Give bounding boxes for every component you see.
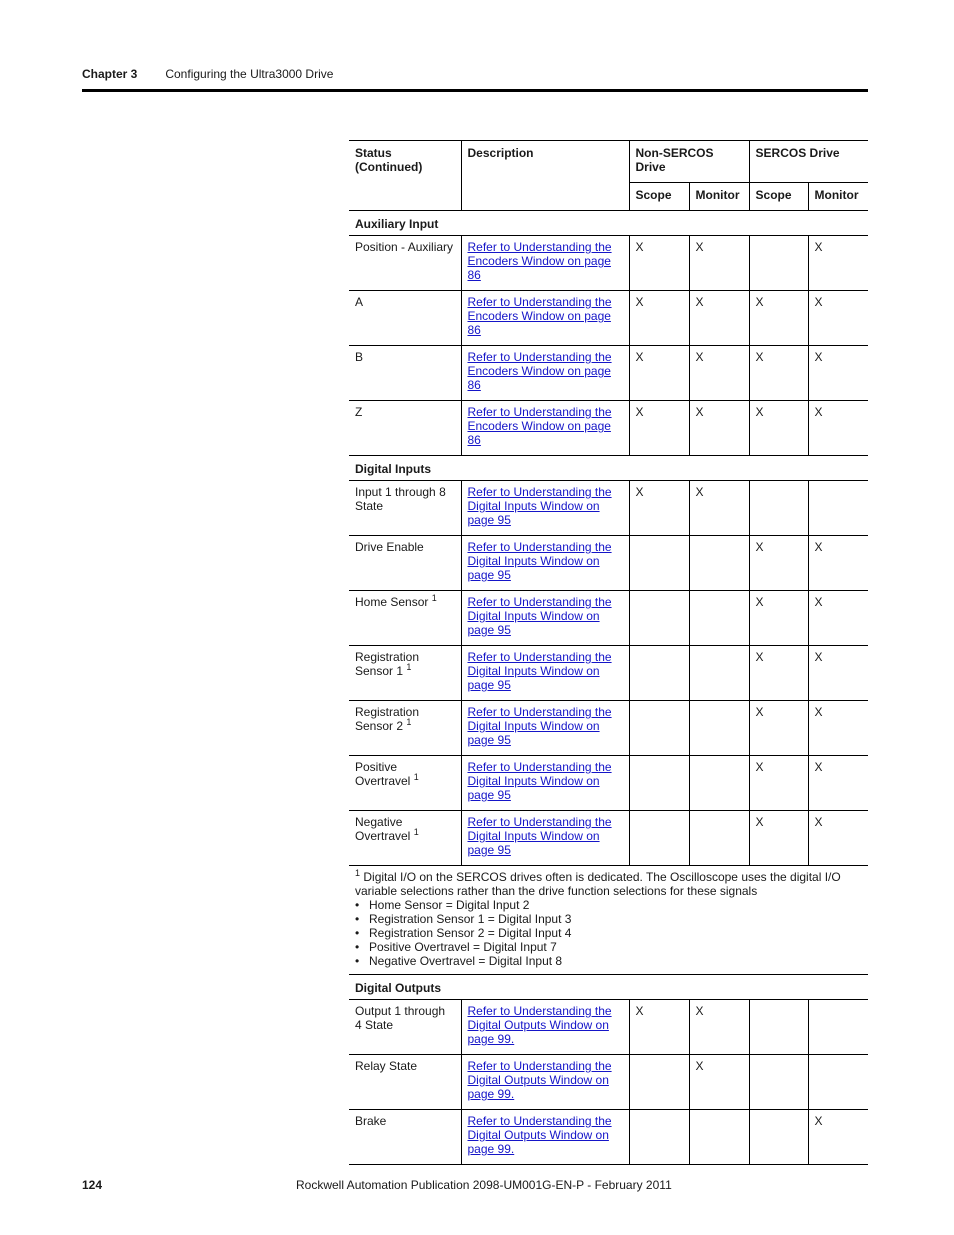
mark-ns-monitor [689,591,749,646]
status-cell [349,756,461,811]
mark-s-monitor: X [808,701,868,756]
chapter-title: Configuring the Ultra3000 Drive [165,67,334,81]
mark-ns-monitor: X [689,1055,749,1110]
status-label: Home Sensor [355,595,429,609]
col-s-monitor-header: Monitor [808,183,868,211]
section-row [349,456,868,481]
mark-s-monitor [808,1055,868,1110]
table-row [349,591,868,646]
mark-s-scope: X [749,536,808,591]
mark-ns-monitor: X [689,1000,749,1055]
table-row [349,1000,868,1055]
status-label: Registration Sensor 1 [355,650,420,678]
mark-ns-scope [629,756,689,811]
status-label: Position - Auxiliary [355,240,454,254]
status-label: Output 1 through 4 State [355,1004,446,1032]
cross-reference-link[interactable]: Refer to Understanding the Digital Inputs Window on page 95 [467,705,612,747]
status-cell [349,236,461,291]
mark-ns-monitor: X [689,401,749,456]
mark-ns-monitor [689,646,749,701]
status-cell [349,646,461,701]
section-title: Digital Outputs [349,975,868,1000]
status-label: Brake [355,1114,387,1128]
cross-reference-link[interactable]: Refer to Understanding the Encoders Window on page 86 [467,240,612,282]
footnote-marker: 1 [406,717,412,727]
description-cell [461,236,629,291]
section-title: Digital Inputs [349,456,868,481]
mark-ns-scope: X [629,401,689,456]
status-cell [349,701,461,756]
mark-ns-scope: X [629,346,689,401]
description-cell [461,401,629,456]
table-row [349,646,868,701]
mark-s-monitor: X [808,346,868,401]
status-cell [349,401,461,456]
footnote [349,866,868,975]
mark-ns-monitor [689,756,749,811]
mark-ns-scope [629,811,689,866]
footnote-marker: 1 [355,868,361,878]
mark-s-scope: X [749,591,808,646]
table-row [349,536,868,591]
table-row [349,701,868,756]
mark-ns-monitor: X [689,346,749,401]
section-row [349,211,868,236]
mark-s-scope [749,1110,808,1165]
status-cell [349,536,461,591]
description-cell [461,1000,629,1055]
table-row [349,1110,868,1165]
mark-s-monitor: X [808,811,868,866]
mark-s-scope: X [749,646,808,701]
table-row [349,1055,868,1110]
mark-ns-scope [629,701,689,756]
mark-ns-monitor: X [689,236,749,291]
mark-s-monitor [808,1000,868,1055]
col-sercos-header: SERCOS Drive [749,141,868,183]
mark-ns-scope [629,1110,689,1165]
footnote-list-item: • Home Sensor = Digital Input 2 [355,898,862,912]
status-label: Z [355,405,363,419]
status-label: Drive Enable [355,540,424,554]
mark-s-monitor [808,481,868,536]
header-rule [82,89,868,92]
table-row [349,291,868,346]
chapter-label: Chapter 3 [82,67,138,81]
status-cell [349,1055,461,1110]
page-number: 124 [82,1178,103,1192]
status-cell [349,481,461,536]
mark-s-scope: X [749,401,808,456]
mark-ns-monitor [689,811,749,866]
mark-ns-monitor [689,701,749,756]
mark-ns-scope [629,1055,689,1110]
description-cell [461,346,629,401]
status-cell [349,811,461,866]
description-cell [461,291,629,346]
footnote-marker: 1 [406,662,412,672]
cross-reference-link[interactable]: Refer to Understanding the Digital Outputs Window on page 99. [467,1059,612,1101]
footnote-text: Digital I/O on the SERCOS drives often is dedicated. The Oscilloscope uses the digital I/O variable selections rather than the drive function selections for these signals [355,870,841,898]
mark-s-monitor: X [808,591,868,646]
description-cell [461,536,629,591]
col-status-header: Status (Continued) [349,141,461,211]
status-cell [349,591,461,646]
mark-s-monitor: X [808,401,868,456]
description-cell [461,811,629,866]
mark-ns-scope: X [629,291,689,346]
table-row [349,481,868,536]
mark-s-scope: X [749,701,808,756]
footnote-list-item: • Negative Overtravel = Digital Input 8 [355,954,862,968]
mark-ns-scope [629,591,689,646]
status-label: A [355,295,364,309]
table-row [349,401,868,456]
mark-s-scope [749,236,808,291]
cross-reference-link[interactable]: Refer to Understanding the Encoders Window on page 86 [467,405,612,447]
mark-s-scope: X [749,346,808,401]
mark-s-monitor: X [808,536,868,591]
table-row [349,236,868,291]
footnote-list-item: • Positive Overtravel = Digital Input 7 [355,940,862,954]
mark-ns-scope [629,646,689,701]
status-label: Relay State [355,1059,418,1073]
cross-reference-link[interactable]: Refer to Understanding the Encoders Window on page 86 [467,295,612,337]
cross-reference-link[interactable]: Refer to Understanding the Digital Inputs Window on page 95 [467,485,612,527]
status-label: B [355,350,364,364]
mark-ns-scope: X [629,481,689,536]
status-label: Negative Overtravel [355,815,411,843]
footnote-marker: 1 [413,827,419,837]
mark-ns-scope [629,536,689,591]
mark-ns-scope: X [629,1000,689,1055]
status-label: Positive Overtravel [355,760,411,788]
status-cell [349,1000,461,1055]
cross-reference-link[interactable]: Refer to Understanding the Digital Inputs Window on page 95 [467,815,612,857]
status-cell [349,291,461,346]
mark-s-monitor: X [808,236,868,291]
status-label: Registration Sensor 2 [355,705,420,733]
col-description-header: Description [461,141,629,211]
cross-reference-link[interactable]: Refer to Understanding the Digital Outputs Window on page 99. [467,1114,612,1156]
publication-info: Rockwell Automation Publication 2098-UM001G-EN-P - February 2011 [296,1178,672,1192]
mark-s-monitor: X [808,291,868,346]
cross-reference-link[interactable]: Refer to Understanding the Digital Outputs Window on page 99. [467,1004,612,1046]
mark-s-scope: X [749,291,808,346]
footnote-marker: 1 [413,772,419,782]
col-ns-scope-header: Scope [629,183,689,211]
mark-s-scope [749,1055,808,1110]
description-cell [461,756,629,811]
col-non-sercos-header: Non-SERCOS Drive [629,141,749,183]
status-label: Input 1 through 8 State [355,485,446,513]
col-ns-monitor-header: Monitor [689,183,749,211]
cross-reference-link[interactable]: Refer to Understanding the Digital Inputs Window on page 95 [467,595,612,637]
section-row [349,975,868,1000]
status-cell [349,1110,461,1165]
footnote-list-item: • Registration Sensor 1 = Digital Input 3 [355,912,862,926]
section-title: Auxiliary Input [349,211,868,236]
mark-s-monitor: X [808,646,868,701]
cross-reference-link[interactable]: Refer to Understanding the Encoders Window on page 86 [467,350,612,392]
description-cell [461,1110,629,1165]
description-cell [461,1055,629,1110]
status-table [349,140,868,1165]
mark-ns-monitor [689,1110,749,1165]
table-row [349,346,868,401]
mark-ns-scope: X [629,236,689,291]
description-cell [461,481,629,536]
mark-s-scope [749,481,808,536]
page-header [82,67,868,81]
mark-ns-monitor [689,536,749,591]
status-cell [349,346,461,401]
mark-s-scope: X [749,756,808,811]
mark-ns-monitor: X [689,481,749,536]
footnote-marker: 1 [431,593,437,603]
cross-reference-link[interactable]: Refer to Understanding the Digital Inputs Window on page 95 [467,650,612,692]
cross-reference-link[interactable]: Refer to Understanding the Digital Inputs Window on page 95 [467,540,612,582]
description-cell [461,701,629,756]
table-row [349,811,868,866]
description-cell [461,646,629,701]
mark-s-scope: X [749,811,808,866]
mark-s-scope [749,1000,808,1055]
mark-ns-monitor: X [689,291,749,346]
table-row [349,756,868,811]
footnote-list-item: • Registration Sensor 2 = Digital Input 4 [355,926,862,940]
mark-s-monitor: X [808,1110,868,1165]
page-footer [82,1178,868,1192]
footnote-row [349,866,868,975]
description-cell [461,591,629,646]
mark-s-monitor: X [808,756,868,811]
footnote-list [355,898,862,968]
cross-reference-link[interactable]: Refer to Understanding the Digital Inputs Window on page 95 [467,760,612,802]
col-s-scope-header: Scope [749,183,808,211]
